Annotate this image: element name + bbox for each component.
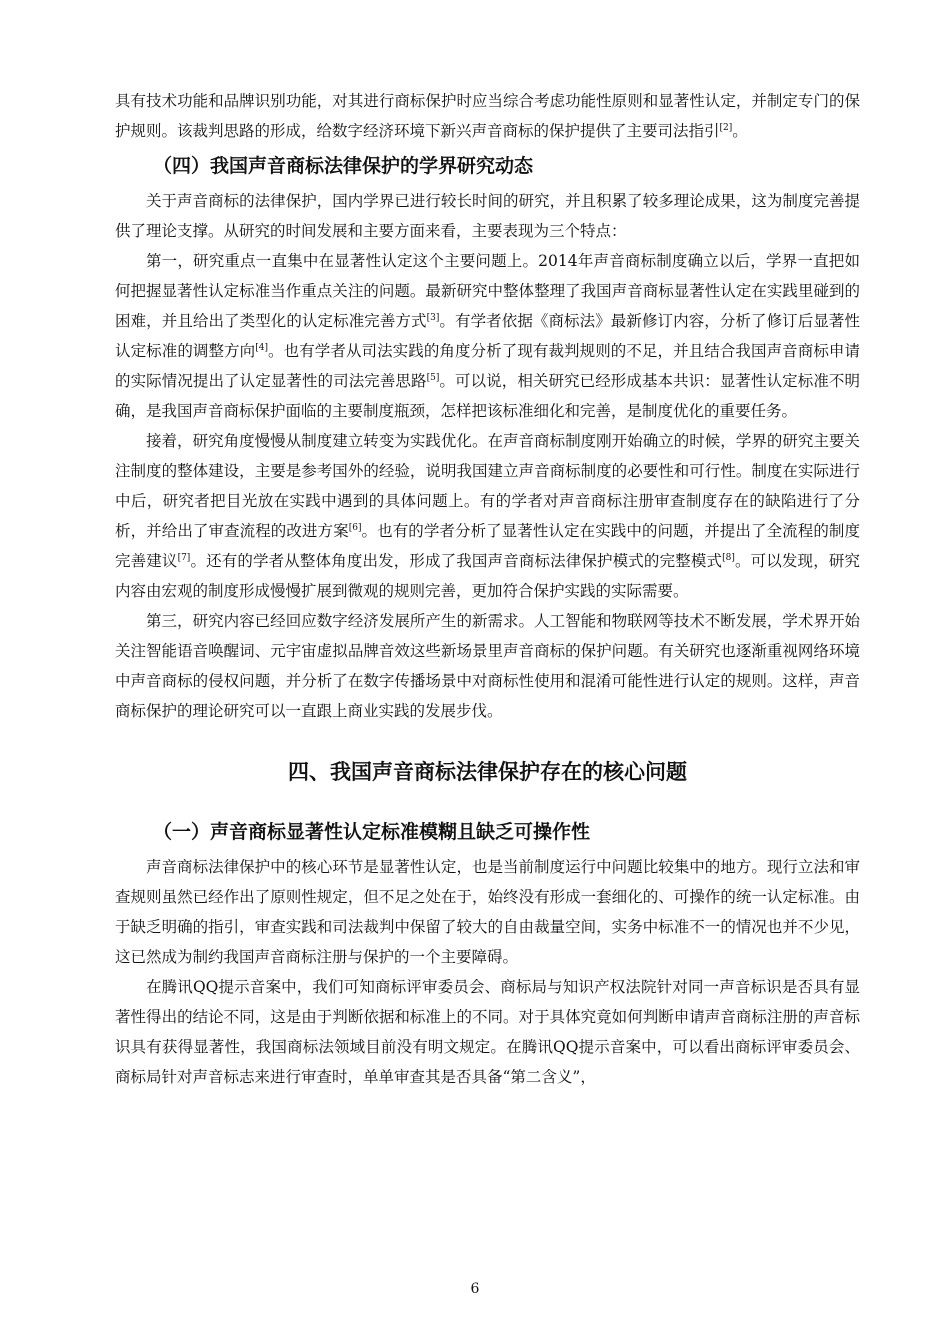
paragraph [115,426,860,606]
document-page [115,86,860,1092]
paragraph-text: 。还有的学者从整体角度出发，形成了我国声音商标法律保护模式的完整模式 [190,552,723,570]
paragraph [115,246,860,426]
chapter-heading: 四、我国声音商标法律保护存在的核心问题 [288,760,687,784]
page-number: 6 [470,1281,480,1297]
citation-ref: [6] [348,522,362,533]
paragraph: 声音商标法律保护中的核心环节是显著性认定，也是当前制度运行中问题比较集中的地方。现行立法和审查规则虽然已经作出了原则性规定，但不足之处在于，始终没有形成一套细化的、可操作的统一认定标准。由于缺乏明确的指引，审查实践和司法裁判中保留了较大的自由裁量空间，实务中标准不一的情况也并不少见，这已然成为制约我国声音商标注册与保护的一个主要障碍。 [115,858,860,966]
paragraph-text: 。也有的学者分析了显著性认定在实践中的问题，并提出了全流程的制度完善建议 [115,522,860,570]
paragraph-text: 。可以说，相关研究已经形成基本共识：显著性认定标准不明确，是我国声音商标保护面临的主要制度瓶颈，怎样把该标准细化和完善，是制度优化的重要任务。 [115,372,860,420]
paragraph-text: 。也有学者从司法实践的角度分析了现有裁判规则的不足，并且结合我国声音商标申请的实际情况提出了认定显著性的司法完善思路 [115,342,860,390]
paragraph-text: 具有技术功能和品牌识别功能，对其进行商标保护时应当综合考虑功能性原则和显著性认定，并制定专门的保护规则。该裁判思路的形成，给数字经济环境下新兴声音商标的保护提供了主要司法指引 [115,92,860,140]
paragraph: 在腾讯QQ提示音案中，我们可知商标评审委员会、商标局与知识产权法院针对同一声音标识是否具有显著性得出的结论不同，这是由于判断依据和标准上的不同。对于具体究竟如何判断申请声音商标注册的声音标识具有获得显著性，我国商标法领域目前没有明文规定。在腾讯QQ提示音案中，可以看出商标评审委员会、商标局针对声音标志来进行审查时，单单审查其是否具备“第二含义”， [115,978,860,1086]
paragraph-text: 第一，研究重点一直集中在显著性认定这个主要问题上。2014年声音商标制度确立以后，学界一直把如何把握显著性认定标准当作重点关注的问题。最新研究中整体整理了我国声音商标显著性认定在实践里碰到的困难，并且给出了类型化的认定标准完善方式 [115,252,860,330]
paragraph-text: 。有学者依据《商标法》最新修订内容，分析了修订后显著性认定标准的调整方向 [115,312,860,360]
paragraph: 关于声音商标的法律保护，国内学界已进行较长时间的研究，并且积累了较多理论成果，这为制度完善提供了理论支撑。从研究的时间发展和主要方面来看，主要表现为三个特点： [115,192,860,240]
paragraph-intro [115,86,860,146]
citation-ref: [3] [426,312,440,323]
paragraph: 第三，研究内容已经回应数字经济发展所产生的新需求。人工智能和物联网等技术不断发展，学术界开始关注智能语音唤醒词、元宇宙虚拟品牌音效这些新场景里声音商标的保护问题。有关研究也逐渐重视网络环境中声音商标的侵权问题，并分析了在数字传播场景中对商标性使用和混淆可能性进行认定的规则。这样，声音商标保护的理论研究可以一直跟上商业实践的发展步伐。 [115,612,860,720]
section-heading: （四）我国声音商标法律保护的学界研究动态 [153,155,534,177]
citation-ref: [5] [426,372,440,383]
paragraph-text: 。 [732,122,748,140]
paragraph-text: 接着，研究角度慢慢从制度建立转变为实践优化。在声音商标制度刚开始确立的时候，学界的研究主要关注制度的整体建设，主要是参考国外的经验，说明我国建立声音商标制度的必要性和可行性。制度在实际进行中后，研究者把目光放在实践中遇到的具体问题上。有的学者对声音商标注册审查制度存在的缺陷进行了分析，并给出了审查流程的改进方案 [115,432,860,540]
citation-ref: [7] [177,552,191,563]
citation-ref: [4] [255,342,268,353]
citation-ref: [8] [722,552,735,563]
section-heading: （一）声音商标显著性认定标准模糊且缺乏可操作性 [153,821,591,843]
citation-ref: [2] [719,122,733,133]
paragraph-text: 。可以发现，研究内容由宏观的制度形成慢慢扩展到微观的规则完善，更加符合保护实践的实际需要。 [115,552,860,600]
